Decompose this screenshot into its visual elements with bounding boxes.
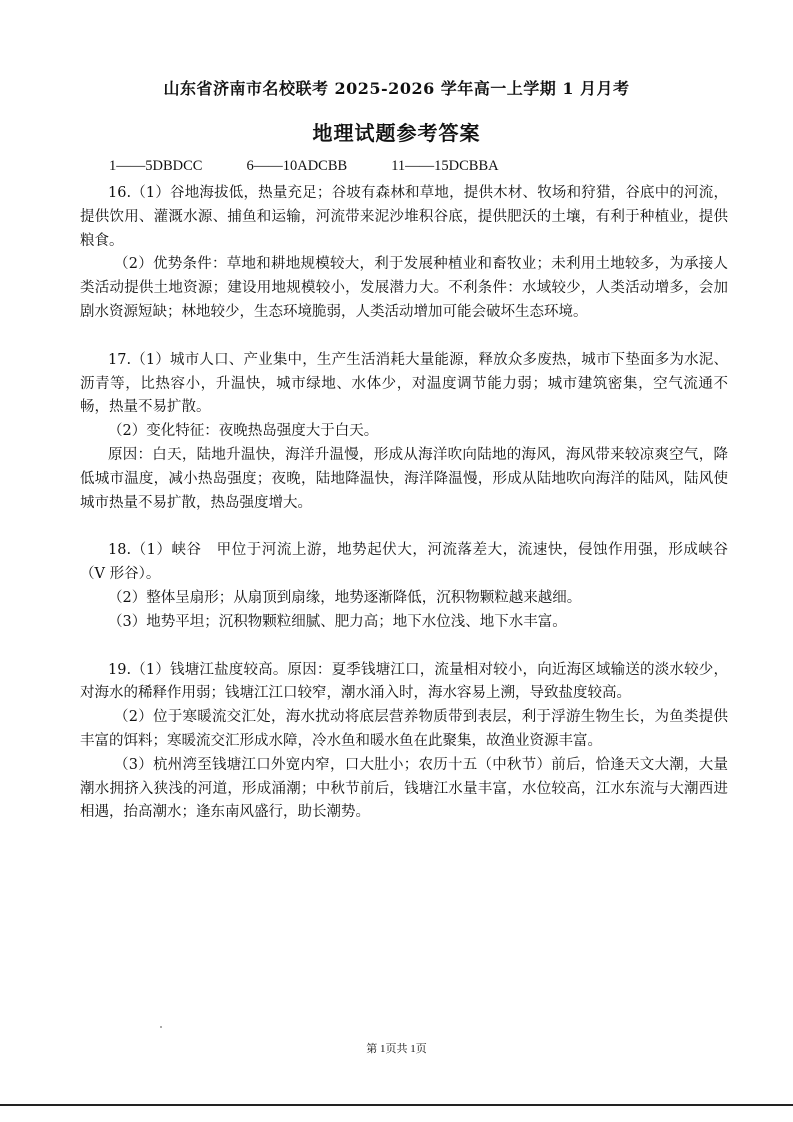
question-16 bbox=[80, 182, 728, 325]
mc-group-1: 1——5DBDCC bbox=[109, 158, 203, 174]
question-19 bbox=[80, 659, 728, 826]
question-18 bbox=[80, 539, 728, 634]
q17-part-1: 17.（1）城市人口、产业集中，生产生活消耗大量能源，释放众多废热，城市下垫面多为水泥、沥青等，比热容小，升温快，城市绿地、水体少，对温度调节能力弱；城市建筑密集，空气流通不畅，热量不易扩散。 bbox=[80, 351, 728, 416]
q19-part-3: （3）杭州湾至钱塘江口外宽内窄，口大肚小；农历十五（中秋节）前后，恰逢天文大潮，大量潮水拥挤入狭浅的河道，形成涌潮；中秋节前后，钱塘江水量丰富，水位较高，江水东流与大潮西进相遇，抬高潮水；逢东南风盛行，助长潮势。 bbox=[80, 756, 728, 821]
q19-part-1: 19.（1）钱塘江盐度较高。原因：夏季钱塘江口，流量相对较小，向近海区域输送的淡水较少，对海水的稀释作用弱；钱塘江江口较窄，潮水涌入时，海水容易上溯，导致盐度较高。 bbox=[80, 661, 728, 702]
q19-part-2: （2）位于寒暖流交汇处，海水扰动将底层营养物质带到表层，利于浮游生物生长，为鱼类提供丰富的饵料；寒暖流交汇形成水障，冷水鱼和暖水鱼在此聚集，故渔业资源丰富。 bbox=[80, 709, 728, 749]
multiple-choice-answers bbox=[109, 158, 543, 175]
mc-group-2: 6——10ADCBB bbox=[246, 158, 348, 174]
question-17 bbox=[80, 349, 728, 516]
scan-speck bbox=[160, 1026, 162, 1028]
answers-body bbox=[80, 182, 728, 825]
q16-part-2: （2）优势条件：草地和耕地规模较大，利于发展种植业和畜牧业；未利用土地较多，为承接人类活动提供土地资源；建设用地规模较小，发展潜力大。不利条件：水域较少，人类活动增多，会加剧水资源短缺；林地较少，生态环境脆弱，人类活动增加可能会破坏生态环境。 bbox=[80, 256, 728, 320]
mc-group-3: 11——15DCBBA bbox=[391, 158, 499, 174]
q18-part-2: （2）整体呈扇形；从扇顶到扇缘，地势逐渐降低，沉积物颗粒越来越细。 bbox=[108, 589, 582, 606]
page-title: 地理试题参考答案 bbox=[312, 121, 481, 145]
q17-part-2-reason: 原因：白天，陆地升温快，海洋升温慢，形成从海洋吹向陆地的海风，海风带来较凉爽空气，降低城市温度，减小热岛强度；夜晚，陆地降温快，海洋降温慢，形成从陆地吹向海洋的陆风，陆风使城市热量不易扩散，热岛强度增大。 bbox=[80, 446, 728, 511]
q17-part-2: （2）变化特征：夜晚热岛强度大于白天。 bbox=[108, 423, 379, 440]
bottom-divider bbox=[0, 1104, 793, 1106]
q18-part-1: 18.（1）峡谷 甲位于河流上游，地势起伏大，河流落差大，流速快，侵蚀作用强，形成峡谷（V 形谷）。 bbox=[80, 542, 728, 583]
q18-part-3: （3）地势平坦；沉积物颗粒细腻、肥力高；地下水位浅、地下水丰富。 bbox=[108, 613, 567, 630]
page-number: 第 1页共 1页 bbox=[366, 1043, 427, 1055]
q16-part-1: 16.（1）谷地海拔低，热量充足；谷坡有森林和草地，提供木材、牧场和狩猎，谷底中的河流，提供饮用、灌溉水源、捕鱼和运输，河流带来泥沙堆积谷底，提供肥沃的土壤，有利于种植业，提供粮食。 bbox=[80, 185, 728, 249]
exam-title: 山东省济南市名校联考 2025-2026 学年高一上学期 1 月月考 bbox=[163, 79, 630, 98]
